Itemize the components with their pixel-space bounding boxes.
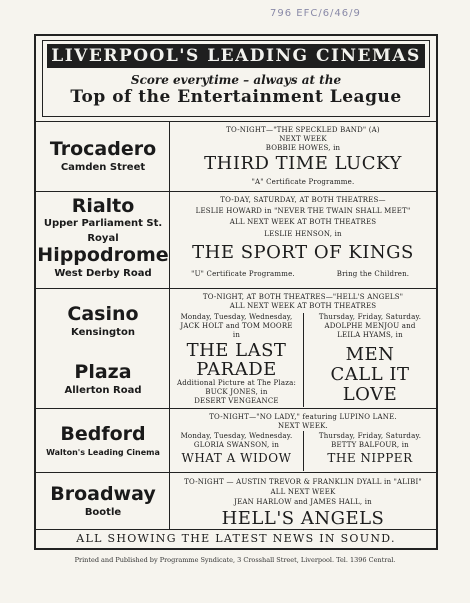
venue-name: Trocadero	[49, 138, 157, 160]
film-title-line1: MEN	[345, 344, 395, 365]
second-half-listing	[304, 409, 436, 473]
first-half-listing	[170, 409, 303, 473]
venue-name-hippodrome: Hippodrome	[37, 244, 169, 266]
section-broadway	[36, 472, 436, 530]
tagline: Score everytime – always at the	[130, 73, 342, 87]
next-week-line: ALL NEXT WEEK	[270, 488, 336, 496]
star-line: ADOLPHE MENJOU and	[324, 322, 416, 330]
venue-address: Bootle	[84, 507, 122, 518]
venue-prefix: Royal	[87, 233, 119, 244]
film-title: HELL'S ANGELS	[221, 508, 385, 529]
section-trocadero	[36, 121, 436, 192]
venue-name: Casino	[67, 303, 139, 325]
listing-column	[170, 473, 436, 529]
additional-line: Additional Picture at The Plaza:	[176, 379, 297, 387]
programme-page	[34, 34, 438, 550]
star-line: BOBBIE HOWES, in	[265, 144, 341, 152]
days-line: Thursday, Friday, Saturday.	[318, 432, 422, 440]
venue-column	[36, 122, 170, 192]
venue-name: Broadway	[50, 483, 156, 505]
venue-column	[36, 409, 170, 473]
banner-title: LIVERPOOL'S LEADING CINEMAS	[47, 44, 425, 68]
listing-column	[170, 122, 436, 192]
film-title-line1: THE LAST	[186, 340, 287, 361]
star-line: JEAN HARLOW and JAMES HALL, in	[234, 498, 372, 506]
first-half-listing	[170, 289, 303, 409]
star-line: LESLIE HENSON, in	[264, 230, 342, 238]
second-half-listing	[304, 289, 436, 409]
section-casino	[36, 288, 436, 409]
listing-line: ALL NEXT WEEK AT BOTH THEATRES	[229, 218, 377, 226]
today-line: TO-DAY, SATURDAY, AT BOTH THEATRES—	[220, 196, 386, 204]
tonight-line: TO-NIGHT — AUSTIN TREVOR & FRANKLIN DYALL in "ALIBI"	[184, 478, 422, 486]
film-title: THE NIPPER	[327, 451, 413, 465]
venue-column	[36, 473, 170, 529]
listing-column	[170, 289, 436, 409]
film-title: WHAT A WIDOW	[181, 451, 292, 465]
additional-title: DESERT VENGEANCE	[194, 397, 279, 405]
venue-address: Upper Parliament St.	[43, 218, 163, 229]
star-line: JACK HOLT and TOM MOORE	[180, 322, 293, 330]
days-line: Monday, Tuesday, Wednesday,	[180, 313, 293, 321]
film-title: THE SPORT OF KINGS	[192, 242, 414, 263]
star-line: LEILA HYAMS, in	[337, 331, 403, 339]
days-line: Monday, Tuesday, Wednesday.	[180, 432, 293, 440]
tonight-line: TO-NIGHT—"NO LADY," featuring LUPINO LANE.	[209, 413, 397, 421]
next-week-line: NEXT WEEK	[279, 135, 327, 143]
catalog-mark: 796 EFC/6/46/9	[270, 8, 361, 19]
listing-column	[170, 409, 436, 473]
listing-line: LESLIE HOWARD in "NEVER THE TWAIN SHALL MEET"	[195, 207, 411, 215]
film-title-line2: CALL IT	[330, 364, 410, 385]
film-title-line2: PARADE	[196, 359, 277, 380]
venue-column	[36, 289, 170, 409]
venue-address-hippodrome: West Derby Road	[54, 268, 152, 279]
venue-address: Kensington	[71, 327, 135, 338]
in-line: in	[232, 331, 241, 339]
days-line: Thursday, Friday, Saturday.	[318, 313, 422, 321]
additional-star: BUCK JONES, in	[205, 388, 268, 396]
header	[42, 40, 430, 117]
printer-imprint: Printed and Published by Programme Syndicate, 3 Crosshall Street, Liverpool. Tel. 1396 Central.	[74, 556, 396, 564]
section-bedford	[36, 408, 436, 473]
certificate-line: "U" Certificate Programme.	[191, 270, 295, 278]
next-week-line: NEXT WEEK.	[278, 422, 328, 430]
venue-address: Camden Street	[60, 162, 146, 173]
league-heading: Top of the Entertainment League	[70, 87, 402, 107]
star-line: GLORIA SWANSON, in	[193, 441, 280, 449]
tonight-line: TO-NIGHT—"THE SPECKLED BAND" (A)	[226, 126, 380, 134]
star-line: BETTY BALFOUR, in	[331, 441, 409, 449]
tonight-line: TO-NIGHT, AT BOTH THEATRES—"HELL'S ANGELS"	[202, 293, 404, 301]
next-week-line: ALL NEXT WEEK AT BOTH THEATRES	[229, 302, 377, 310]
venue-name-plaza: Plaza	[74, 361, 132, 383]
news-footer: ALL SHOWING THE LATEST NEWS IN SOUND.	[76, 532, 396, 545]
venue-name: Bedford	[60, 423, 146, 445]
section-rialto	[36, 191, 436, 289]
venue-address-plaza: Allerton Road	[64, 385, 142, 396]
film-title-line3: LOVE	[342, 384, 398, 405]
venue-name: Rialto	[71, 195, 135, 217]
film-title: THIRD TIME LUCKY	[204, 153, 402, 174]
listing-column	[170, 192, 436, 289]
children-note: Bring the Children.	[336, 270, 410, 278]
venue-address: Walton's Leading Cinema	[46, 448, 160, 457]
certificate-line: "A" Certificate Programme.	[251, 178, 355, 186]
